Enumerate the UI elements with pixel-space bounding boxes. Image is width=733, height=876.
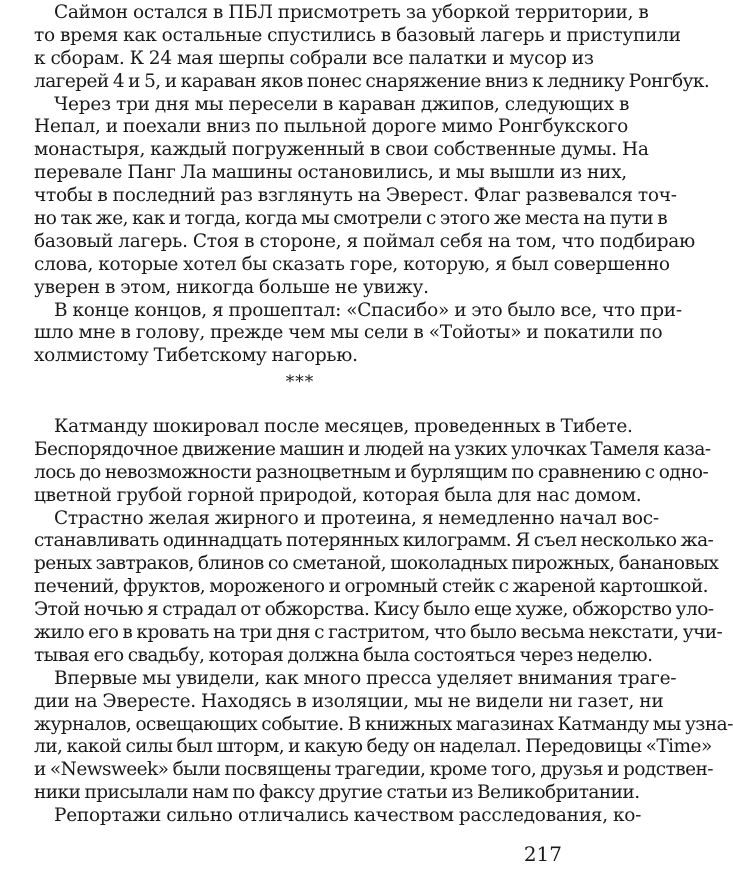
- text-line: В конце концов, я прошептал: «Спасибо» и это было все, что при-: [54, 299, 682, 321]
- text-line: базовый лагерь. Стоя в стороне, я поймал себя на том, что подбираю: [34, 230, 695, 252]
- text-line: Катманду шокировал после месяцев, проведенных в Тибете.: [54, 416, 633, 437]
- text-line: тывая его свадьбу, которая должна была состояться через неделю.: [34, 644, 653, 666]
- text-line: журналов, освещающих событие. В книжных магазинах Катманду мы узна-: [34, 713, 733, 735]
- text-line: чтобы в последний раз взглянуть на Эверест. Флаг развевался точ-: [34, 185, 677, 207]
- text-line: печений, фруктов, мороженого и огромный стейк с жареной картошкой.: [34, 576, 708, 598]
- text-line: шло мне в голову, прежде чем мы сели в «Тойоты» и покатили по: [34, 322, 663, 344]
- text-line: Страстно желая жирного и протеина, я немедленно начал вос-: [54, 507, 659, 529]
- text-line: холмистому Тибетскому нагорью.: [34, 345, 358, 367]
- text-line: Непал, и поехали вниз по пыльной дороге мимо Ронгбукского: [34, 116, 628, 138]
- text-line: цветной грубой горной природой, которая была для нас домом.: [34, 484, 642, 506]
- text-line: жило его в кровать на три дня с гастритом, что было весьма некстати, учи-: [34, 622, 723, 644]
- text-line: уверен в этом, никогда больше не увижу.: [34, 276, 429, 298]
- section-separator: ***: [285, 372, 315, 392]
- text-line: реных завтраков, блинов со сметаной, шоколадных пирожных, банановых: [34, 553, 719, 575]
- text-section-before-separator: [34, 2, 710, 368]
- text-line: слова, которые хотел бы сказать горе, которую, я был совершенно: [34, 253, 670, 275]
- text-line: Впервые мы увидели, как много пресса уделяет внимания траге-: [54, 667, 677, 689]
- text-line: перевале Панг Ла машины остановились, и мы вышли из них,: [34, 162, 627, 184]
- text-line: станавливать одиннадцать потерянных килограмм. Я съел несколько жа-: [34, 530, 714, 552]
- text-line: Этой ночью я страдал от обжорства. Кису было еще хуже, обжорство уло-: [34, 599, 714, 621]
- text-line: Через три дня мы пересели в караван джипов, следующих в: [54, 93, 630, 115]
- text-line: но так же, как и тогда, когда мы смотрели с этого же места на пути в: [34, 208, 668, 230]
- text-line: Беспорядочное движение машин и людей на узких улочках Тамеля каза-: [34, 438, 711, 460]
- text-line: Саймон остался в ПБЛ присмотреть за уборкой территории, в: [54, 2, 649, 23]
- text-section-after-separator: [34, 416, 733, 828]
- text-line: к сборам. К 24 мая шерпы собрали все палатки и мусор из: [34, 47, 594, 69]
- page-number: 217: [523, 842, 562, 866]
- text-line: лагерей 4 и 5, и караван яков понес снаряжение вниз к леднику Ронгбук.: [34, 70, 710, 92]
- text-line: лось до невозможности разноцветным и бурлящим по сравнению с одно-: [34, 461, 709, 483]
- text-line: ники присылали нам по факсу другие статьи из Великобритании.: [34, 782, 640, 804]
- text-line: ли, какой силы был шторм, и какую беду он наделал. Передовицы «Time»: [34, 736, 712, 758]
- text-line: и «Newsweek» были посвящены трагедии, кроме того, друзья и родствен-: [34, 759, 714, 781]
- text-line: дии на Эвересте. Находясь в изоляции, мы не видели ни газет, ни: [34, 690, 664, 712]
- text-line: монастыря, каждый погруженный в свои собственные думы. На: [34, 139, 649, 161]
- text-line: Репортажи сильно отличались качеством расследования, ко-: [54, 805, 642, 827]
- text-line: то время как остальные спустились в базовый лагерь и приступили: [34, 24, 681, 46]
